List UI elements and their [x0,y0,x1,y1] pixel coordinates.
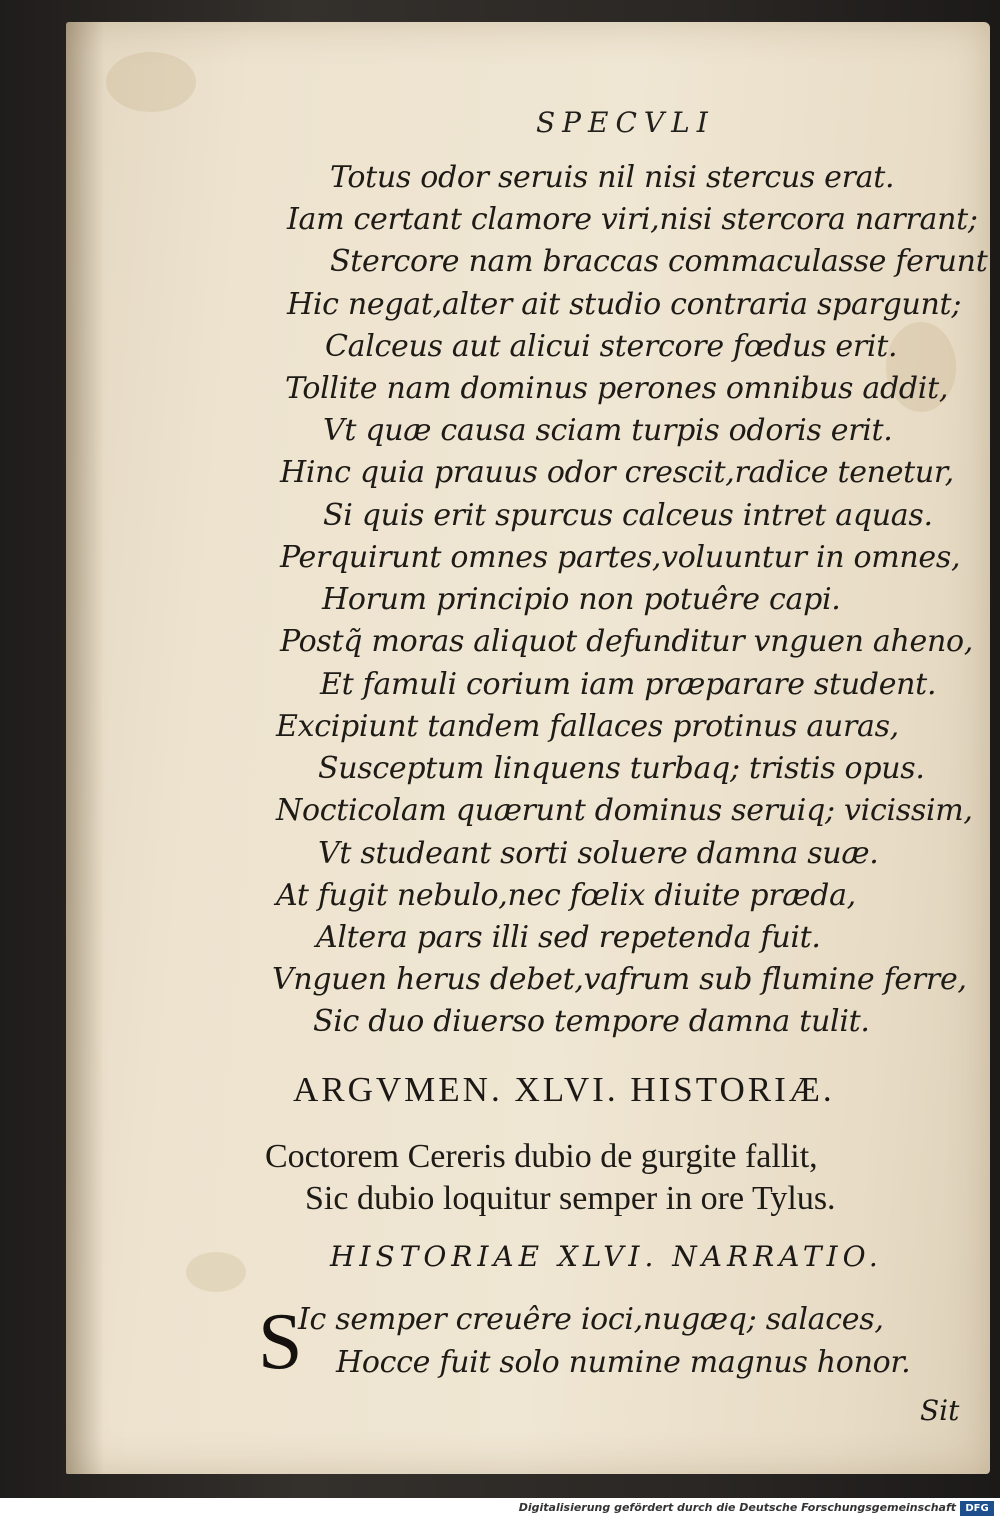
poem-line: Vnguen herus debet,vafrum sub flumine ferre, [272,962,967,997]
poem-line: Si quis erit spurcus calceus intret aquas. [323,498,933,533]
narratio-line: Hocce fuit solo numine magnus honor. [336,1345,911,1380]
argument-line: Sic dubio loquitur semper in ore Tylus. [305,1180,836,1217]
footer-credit: Digitalisierung gefördert durch die Deutsche Forschungsgemeinschaft [518,1501,956,1514]
catchword: Sit [920,1394,960,1427]
argument-line: Coctorem Cereris dubio de gurgite fallit, [265,1138,818,1175]
footer-bar [0,1498,1000,1520]
paper-stain [186,1252,246,1292]
poem-line: Tollite nam dominus perones omnibus addit, [285,371,949,406]
dfg-logo: DFG [960,1501,994,1516]
paper-stain [106,52,196,112]
drop-capital: S [258,1298,303,1386]
poem-line: Nocticolam quærunt dominus seruiq; vicissim, [276,793,973,828]
poem-line: Totus odor seruis nil nisi stercus erat. [330,160,895,195]
running-head: SPECVLI [536,106,715,139]
poem-line: Sic duo diuerso tempore damna tulit. [313,1004,870,1039]
poem-line: Postq̃ moras aliquot defunditur vnguen aheno, [280,624,973,659]
poem-line: Hinc quia prauus odor crescit,radice tenetur, [280,455,954,490]
poem-line: Vt quæ causa sciam turpis odoris erit. [323,413,893,448]
poem-line: Altera pars illi sed repetenda fuit. [316,920,821,955]
poem-line: Horum principio non potuêre capi. [322,582,841,617]
narratio-heading: HISTORIAE XLVI. NARRATIO. [330,1240,883,1273]
poem-line: Iam certant clamore viri,nisi stercora narrant; [287,202,978,237]
poem-line: Hic negat,alter ait studio contraria spargunt; [287,287,962,322]
poem-line: Excipiunt tandem fallaces protinus auras, [276,709,899,744]
narratio-line: Ic semper creuêre ioci,nugæq; salaces, [298,1302,884,1337]
poem-line: Calceus aut alicui stercore fœdus erit. [325,329,898,364]
poem-line: Vt studeant sorti soluere damna suæ. [318,836,879,871]
poem-line: Et famuli corium iam præparare student. [320,667,937,702]
argument-heading: ARGVMEN. XLVI. HISTORIÆ. [293,1070,835,1109]
poem-line: At fugit nebulo,nec fœlix diuite præda, [276,878,856,913]
poem-line: Susceptum linquens turbaq; tristis opus. [318,751,925,786]
poem-line: Perquirunt omnes partes,voluuntur in omnes, [280,540,961,575]
poem-line: Stercore nam braccas commaculasse ferunt. [330,244,997,279]
